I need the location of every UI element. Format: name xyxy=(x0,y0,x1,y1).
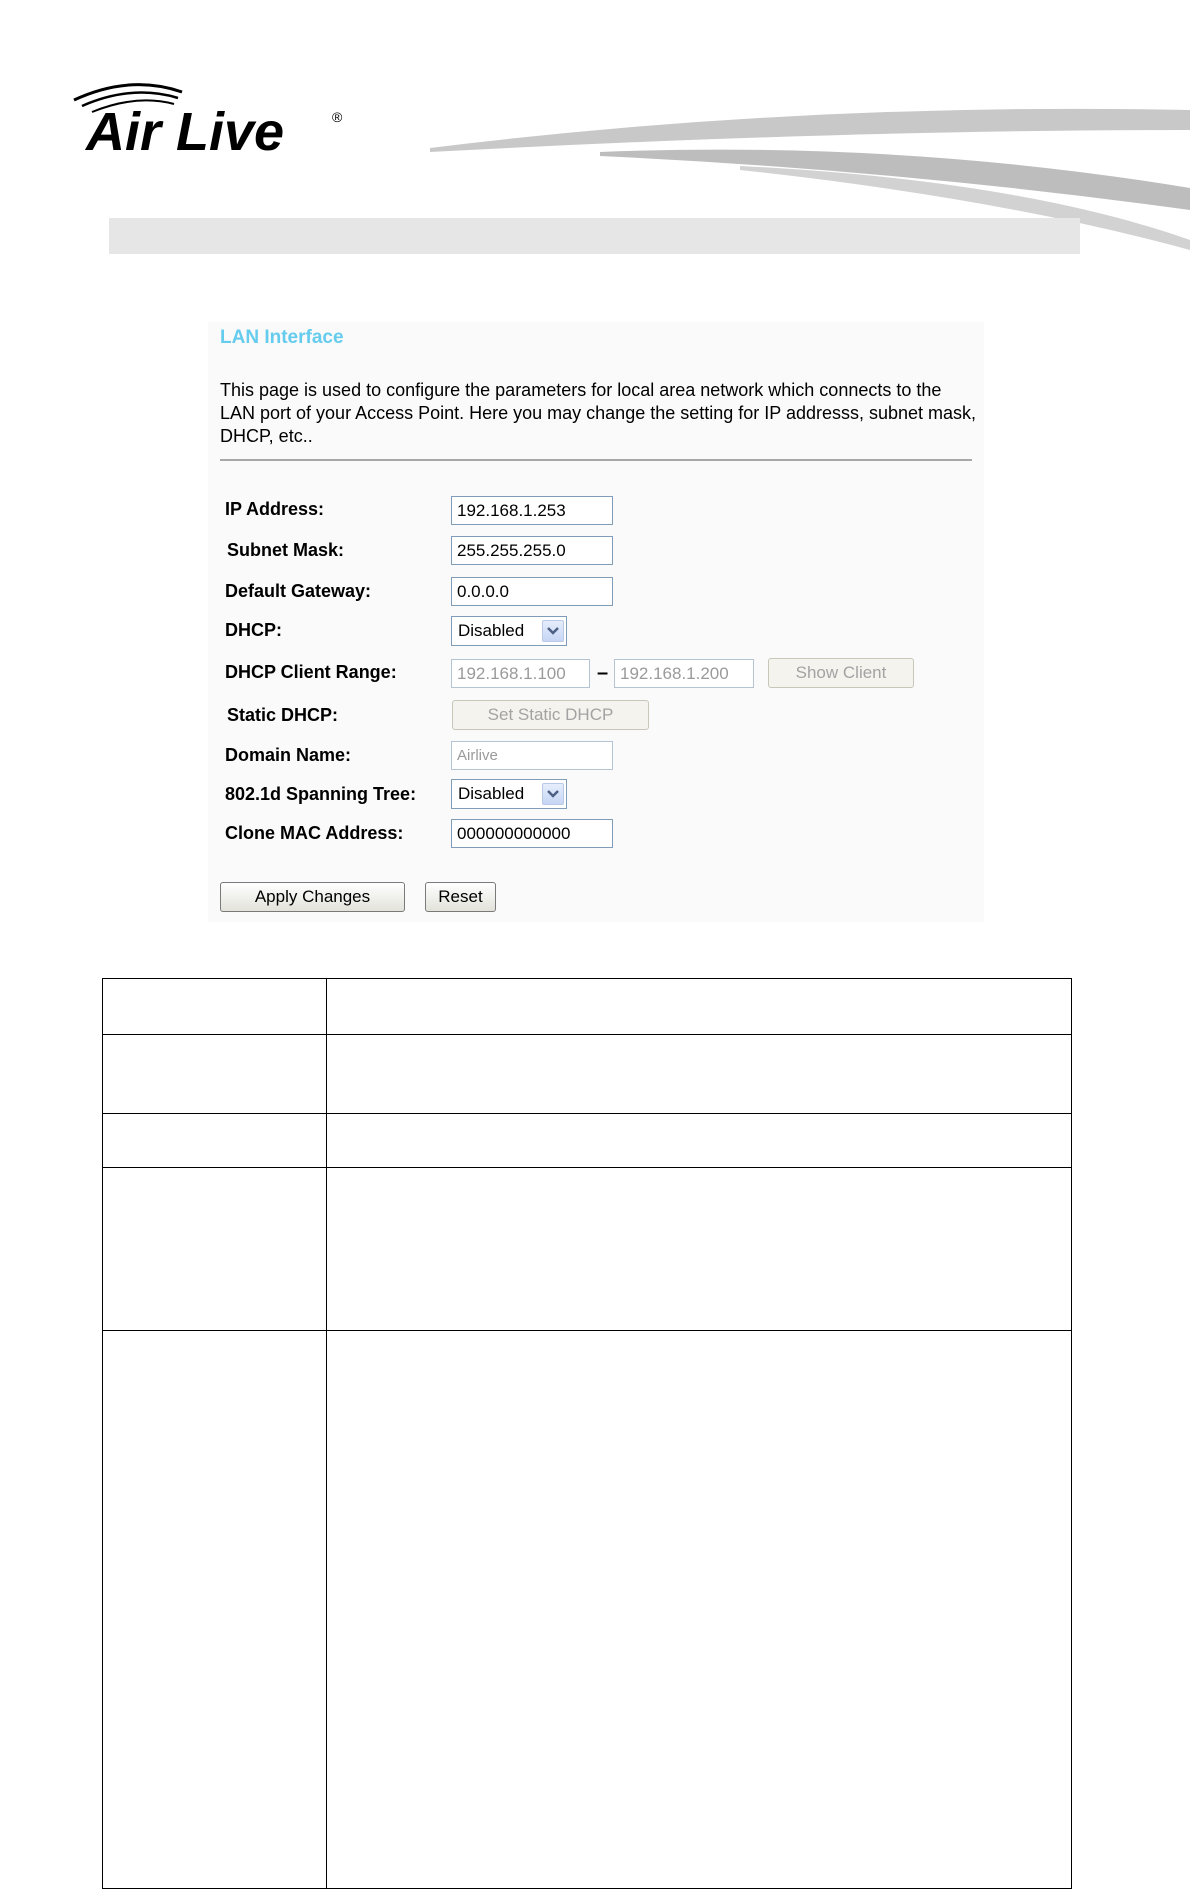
dhcp-label: DHCP: xyxy=(225,620,282,640)
range-separator: – xyxy=(597,662,609,684)
subnet-mask-input[interactable]: 255.255.255.0 xyxy=(451,536,613,565)
subnet-mask-label: Subnet Mask: xyxy=(227,540,345,560)
chevron-down-icon[interactable] xyxy=(542,620,564,642)
show-client-button[interactable]: Show Client xyxy=(768,658,914,688)
header-band xyxy=(109,218,1080,254)
spanning-tree-select[interactable] xyxy=(451,779,567,809)
spanning-tree-selected-value: Disabled xyxy=(458,784,525,803)
dhcp-range-end-input[interactable]: 192.168.1.200 xyxy=(614,659,754,688)
registered-mark: ® xyxy=(332,109,343,125)
dhcp-client-range-label: DHCP Client Range: xyxy=(225,662,397,682)
description-table xyxy=(102,978,1072,1889)
chevron-down-icon[interactable] xyxy=(542,783,564,805)
table-border xyxy=(1071,978,1072,1889)
default-gateway-input[interactable]: 0.0.0.0 xyxy=(451,577,613,606)
ip-address-input[interactable]: 192.168.1.253 xyxy=(451,496,613,525)
ip-address-label: IP Address: xyxy=(225,499,325,519)
dhcp-range-start-input[interactable]: 192.168.1.100 xyxy=(451,659,590,688)
static-dhcp-label: Static DHCP: xyxy=(227,705,339,725)
table-row-divider xyxy=(102,1330,1072,1331)
airlive-logo xyxy=(70,78,360,158)
clone-mac-input[interactable]: 000000000000 xyxy=(451,819,613,848)
dhcp-selected-value: Disabled xyxy=(458,621,525,640)
page-description: This page is used to configure the parameters for local area network which connects to the LAN port of your Access Point. Here you may change the setting for IP addresss, subnet mask, DHCP, etc.. xyxy=(220,380,977,446)
dhcp-select[interactable] xyxy=(451,616,567,646)
spanning-tree-label: 802.1d Spanning Tree: xyxy=(225,784,417,804)
set-static-dhcp-button[interactable]: Set Static DHCP xyxy=(452,700,649,730)
reset-button[interactable]: Reset xyxy=(425,882,496,912)
page-title: LAN Interface xyxy=(220,327,344,348)
domain-name-input[interactable]: Airlive xyxy=(451,741,613,770)
table-border xyxy=(102,978,103,1889)
default-gateway-label: Default Gateway: xyxy=(225,581,372,601)
divider xyxy=(220,459,972,461)
table-row-divider xyxy=(102,1167,1072,1168)
table-row-divider xyxy=(102,1113,1072,1114)
table-border xyxy=(102,978,1072,979)
table-column-divider xyxy=(326,978,327,1889)
brand-name: Air Live xyxy=(86,102,285,158)
table-row-divider xyxy=(102,1034,1072,1035)
clone-mac-label: Clone MAC Address: xyxy=(225,823,404,843)
domain-name-label: Domain Name: xyxy=(225,745,352,765)
apply-changes-button[interactable]: Apply Changes xyxy=(220,882,405,912)
